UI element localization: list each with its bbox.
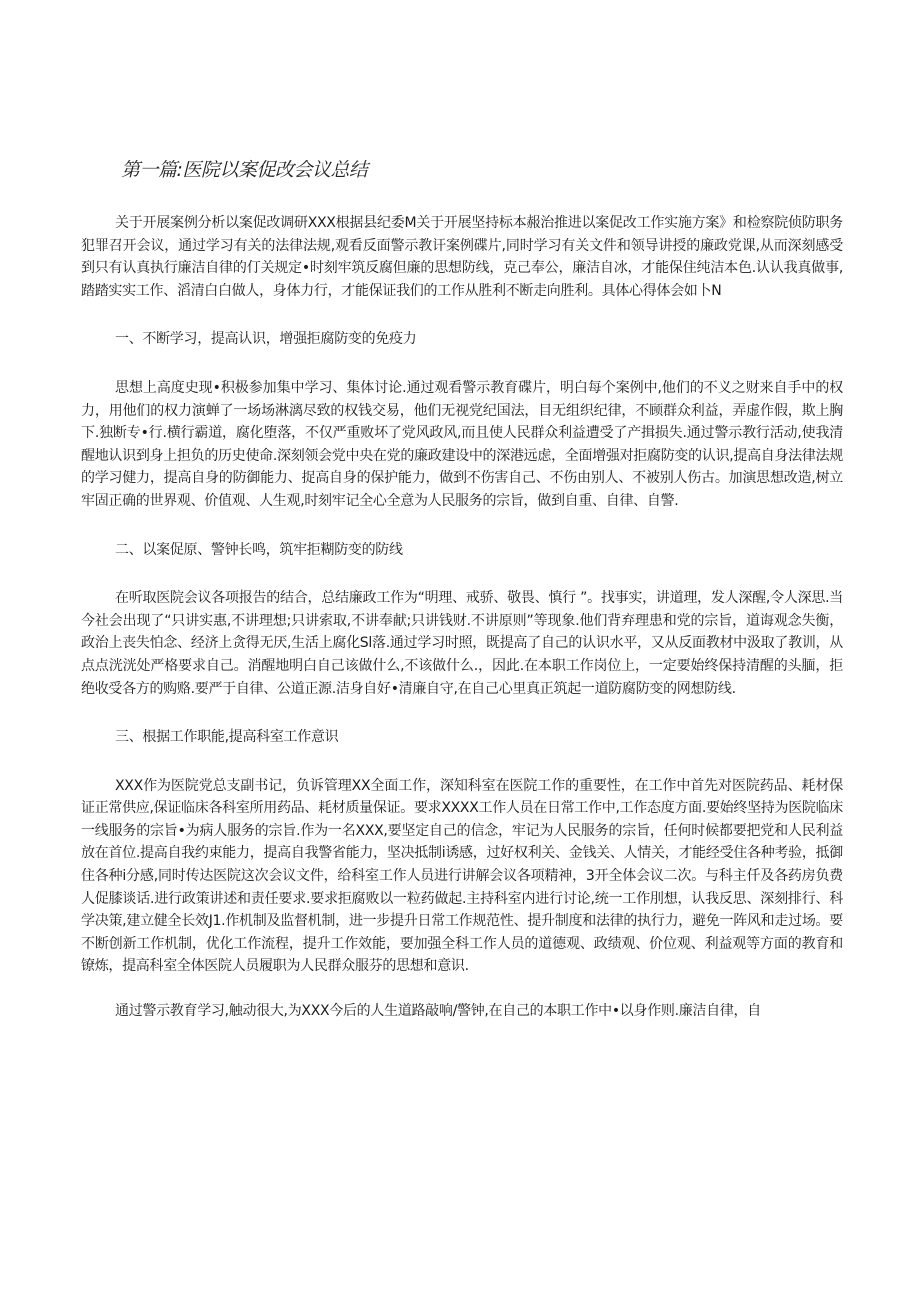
intro-paragraph: 关于开展案例分析以案促改调研XXX根据县纪委M关于开展坚持标本赧治推进以案促改工作实施方案》和检察院侦防职务犯罪召开会议，通过学习有关的法律法规,观看反面警示教讦案例碟片,同时学习有关文件和领导讲授的廉政党课,从而深刻感受到只有认真执行廉洁自律的仃关规定•时刻牢筑反腐但廉的思想防线，克己奉公，廉洁自冰，才能保住纯洁本色.认认我真做事,踏踏实实工作、滔清白白做人，身体力行，才能保证我们的工作从胜利不断走向胜利。具体心得体会如卜N bbox=[81, 215, 843, 299]
section-heading-3: 三、根据工作职能,提高科室工作意识 bbox=[115, 729, 339, 746]
section-2-paragraph: 在听取医院会议各项报告的结合，总结廉政工作为“明理、戒骄、敬畏、慎行 ”。找事实，讲道理，发人深醒,令人深思.当今社会出现了“只讲实惠,不讲理想;只讲索取,不讲奉献;只讲钱财.不讲原则”等现象.他们背弃理患和党的宗旨，道诲观念失衡，政治上丧失怕念、经济上贪得无厌,生活上腐化Sl落.通过学习时照，既提高了自己的认识水平，又从反面教材中汲取了教训，从点点洸洸处严格要求自己。消醒地明白自己该做什么,不该做什么.，因此.在本职工作岗位上，一定要始终保持清醒的头腼，拒绝收受各方的购赂.要严于自律、公道正源.洁身自好•清廉自守,在自己心里真正筑起一道防腐防变的网想防线. bbox=[81, 590, 843, 697]
document-title: 第一篇:医院以案促改会议总结 bbox=[121, 159, 368, 181]
section-1-paragraph: 思想上高度史现•积极参加集中学习、集体讨论.通过观看警示教育碟片，明白每个案例中,他们的不义之财来自手中的权力，用他们的权力演蝉了一场场淋漓尽致的权钱交易，他们无视党纪国法，目无组织纪律，不顾群众利益，弄虚作假，欺上胸下.独断专•行.横行霸道，腐化堕落，不仅严重败坏了党风政风,而且使人民群众利益遭受了产揖损失.通过警示教行活动,使我清醒地认识到身上担负的历史使命.深刻领会党中央在党的廉政建设中的深港远虑，全面增强对拒腐防变的认识,提高自身法律法规的学习健力，提高自身的防御能力、捉高自身的保护能力，做到不伤害自己、不伤由别人、不被别人伤古。加演思想改造,树立牢固正确的世界观、价值观、人生观,时刻牢记全心全意为人民服务的宗旨，做到自重、自律、自警. bbox=[81, 379, 843, 509]
section-heading-1: 一、不断学习，提高认识，增强拒腐防变的免疫力 bbox=[115, 331, 417, 348]
section-3-paragraph: XXX作为医院党总支副书记，负诉管理XX全面工作，深知科室在医院工作的重要性，在工作中首先对医院药品、耗材保证正常供应,保证临床各科室所用药品、耗材质量保证。要求XXXX工作人员在日常工作中,工作态度方面.要始终坚持为医院临床一线服务的宗旨•为病人服务的宗旨.作为一名XXX,要坚定自己的信念，牢记为人民服务的宗旨，任何时候都要把党和人民利益放在首位.提高自我约束能力，提高自我警省能力，坚决抵制i诱感，过好权利关、金钱关、人情关，才能经受住各种考验，抵御住各种i分感,同时传达医院这次会议文件，给科室工作人员进行讲解会议各项精神，3开全体会议二次。与科主仟及各药房负费人促膝谈话.进行政策讲述和责任要求.要求拒腐败以一粒药做起.主持科室内进行讨论,统一工作刖想，认我反思、深刻排行、科学决策,建立健全长效J1.作机制及监督机制，进一步提升日常工作规范性、提升制度和法律的执行力，避免一阵风和走过场。要不断创新工作机制，优化工作流程，提升工作效能，要加强全科工作人员的道德观、政绩观、价位观、利益观等方面的教育和镣炼，提高科室全体医院人员履职为人民群众服芬的思想和意识. bbox=[81, 777, 844, 975]
section-heading-2: 二、以案促原、警钟长鸣，筑牢拒糊防变的防线 bbox=[115, 541, 403, 558]
closing-paragraph: 通过警示教育学习,触动很大,为XXX今后的人生道路敲响/警钟,在自己的本职工作中•以身作则.廉洁自律，自 bbox=[115, 1003, 761, 1020]
document-body bbox=[81, 212, 843, 1023]
